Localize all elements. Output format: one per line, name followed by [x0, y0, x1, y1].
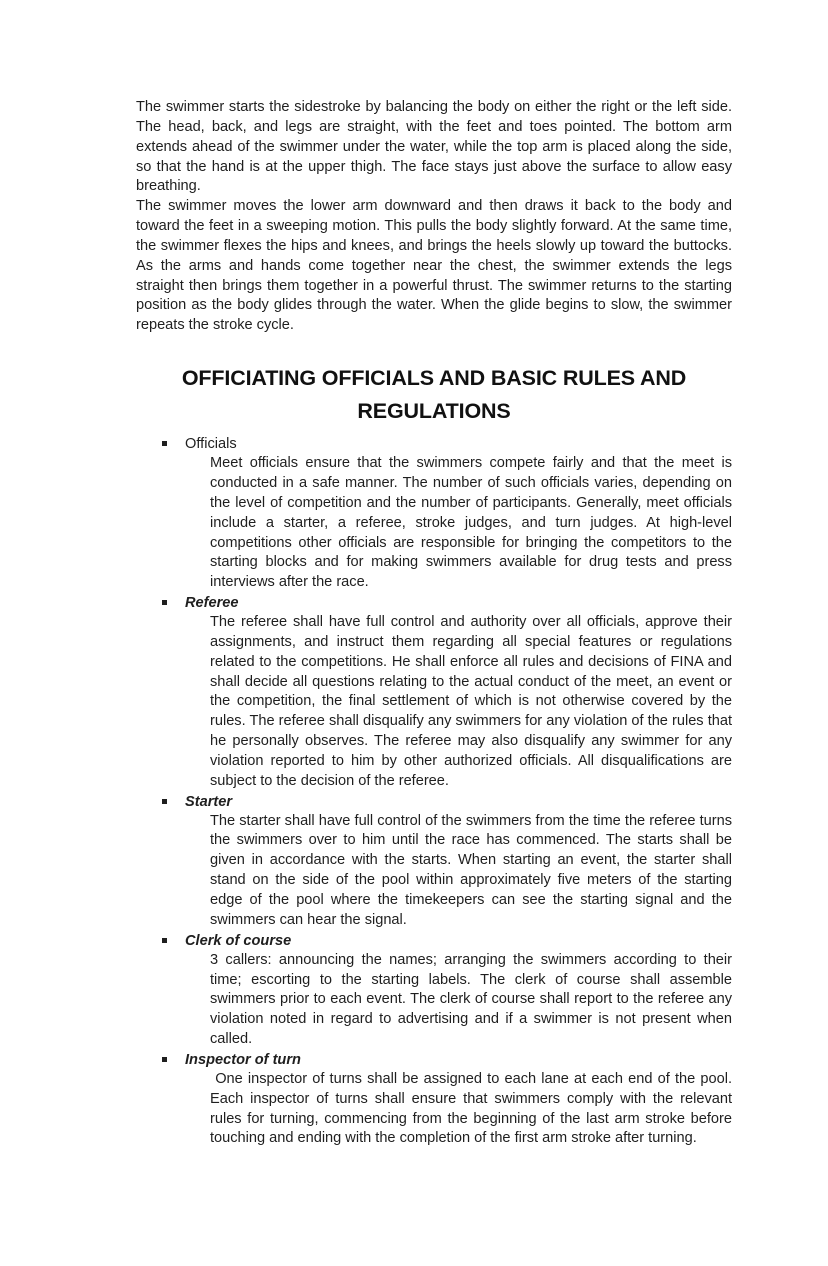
document-content [136, 98, 737, 1149]
section-label-referee: Referee [185, 595, 239, 612]
section-body-officials: Meet officials ensure that the swimmers compete fairly and that the meet is conducted in a safe manner. The number of such officials varies, depending on the level of competition and the number of participants. Generally, meet officials include a starter, a referee, stroke judges, and turn judges. At high-level competitions other officials are responsible for bringing the competitors to the starting blocks and for making swimmers available for drug tests and press interviews after the race. [210, 455, 737, 591]
square-bullet-icon [162, 938, 167, 943]
section-body-inspector-of-turn: One inspector of turns shall be assigned to each lane at each end of the pool. Each inspector of turns shall ensure that swimmers comply with the relevant rules for turning, commencing from the beginning of the last arm stroke before touching and ending with the completion of the first arm stroke after turning. [210, 1070, 737, 1147]
section-body-referee: The referee shall have full control and authority over all officials, approve their assignments, and instruct them regarding all special features or regulations related to the competitions. He shall enforce all rules and decisions of FINA and shall decide all questions relating to the actual conduct of the meet, an event or the competition, the final settlement of which is not otherwise covered by the rules. The referee shall disqualify any swimmers for any violation of the rules that he personally observes. The referee may also disqualify any swimmer for any violation reported to him by other authorized officials. All disqualifications are subject to the decision of the referee. [210, 614, 737, 789]
section-item-clerk-of-course [136, 931, 737, 1050]
intro-paragraph-1: The swimmer starts the sidestroke by balancing the body on either the right or the left side. The head, back, and legs are straight, with the feet and toes pointed. The bottom arm extends ahead of the swimmer under the water, while the top arm is placed along the side, so that the hand is at the upper thigh. The face stays just above the surface to allow easy breathing. [136, 99, 732, 195]
section-label-clerk-of-course: Clerk of course [185, 932, 292, 949]
section-label-officials: Officials [185, 436, 237, 453]
section-label-inspector-of-turn: Inspector of turn [185, 1051, 301, 1068]
square-bullet-icon [162, 600, 167, 605]
section-body-starter: The starter shall have full control of the swimmers from the time the referee turns the swimmers over to him until the race has commenced. The starts shall be given in accordance with the starts. When starting an event, the starter shall stand on the side of the pool within approximately five meters of the starting edge of the pool where the timekeepers can see the starting signal and the swimmers can hear the signal. [210, 812, 737, 928]
intro-paragraph-2: The swimmer moves the lower arm downward and then draws it back to the body and toward the feet in a sweeping motion. This pulls the body slightly forward. At the same time, the swimmer flexes the hips and knees, and brings the heels slowly up toward the buttocks. As the arms and hands come together near the chest, the swimmer extends the legs straight then brings them together in a powerful thrust. The swimmer returns to the starting position as the body glides through the water. When the glide begins to slow, the swimmer repeats the stroke cycle. [136, 198, 732, 334]
section-item-inspector-of-turn [136, 1050, 737, 1149]
square-bullet-icon [162, 799, 167, 804]
section-item-officials [136, 434, 737, 593]
section-label-starter: Starter [185, 793, 233, 810]
section-item-referee [136, 593, 737, 792]
section-body-clerk-of-course: 3 callers: announcing the names; arranging the swimmers according to their time; escorting to the starting labels. The clerk of course shall assemble swimmers prior to each event. The clerk of course shall report to the referee any violation noted in regard to advertising and if a swimmer is not present when called. [210, 951, 737, 1048]
square-bullet-icon [162, 441, 167, 446]
section-item-starter [136, 792, 737, 931]
page-title: OFFICIATING OFFICIALS AND BASIC RULES AND REGULATIONS [181, 366, 687, 424]
square-bullet-icon [162, 1057, 167, 1062]
officials-section-list [136, 434, 737, 1149]
